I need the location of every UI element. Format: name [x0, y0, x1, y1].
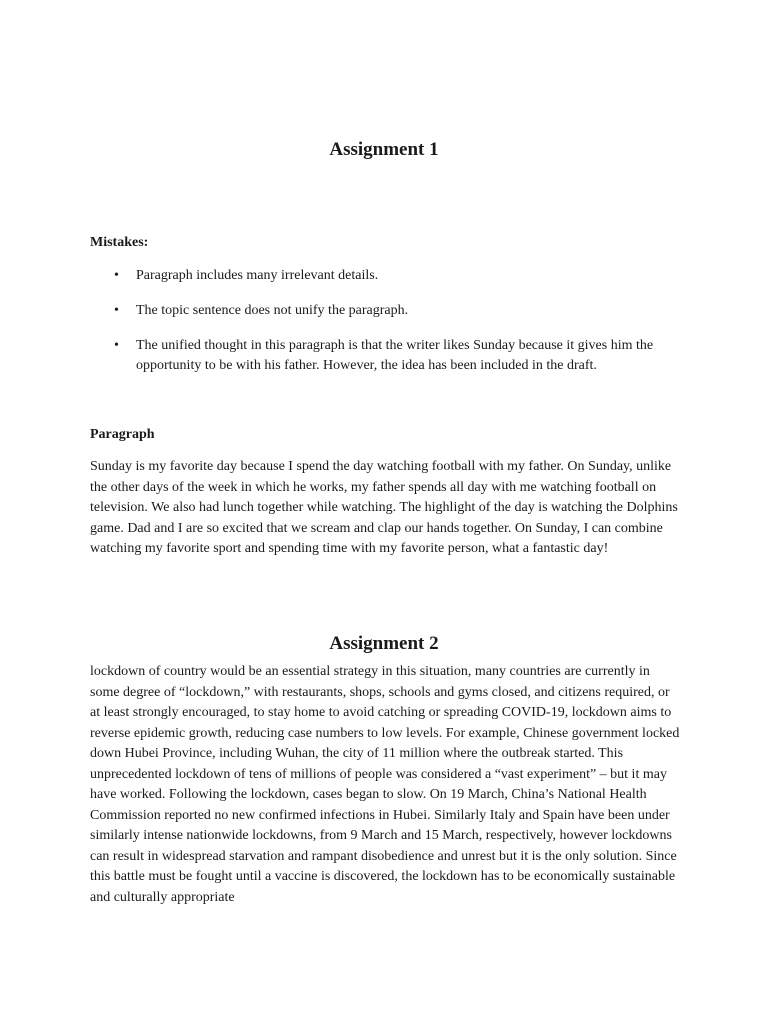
mistake-text: The unified thought in this paragraph is that the writer likes Sunday because it gives him the opportunity to be with his father. However, the idea has been included in the draft.: [136, 338, 654, 373]
assignment-1-title: Assignment 1: [329, 139, 439, 160]
bullet-icon: •: [114, 303, 119, 318]
list-item: [90, 301, 680, 321]
paragraph-label: Paragraph: [90, 427, 155, 442]
list-item: [90, 266, 680, 286]
assignment-2-title: Assignment 2: [329, 633, 439, 654]
mistake-text: Paragraph includes many irrelevant details.: [136, 268, 379, 283]
mistakes-list: [90, 266, 680, 391]
assignment-2-body: lockdown of country would be an essential strategy in this situation, many countries are currently in some degree of “lockdown,” with restaurants, shops, schools and gyms closed, and citizens required, or at least strongly encouraged, to stay home to avoid catching or spreading COVID-19, lockdown aims to reverse epidemic growth, reducing case numbers to low levels. For example, Chinese government locked down Hubei Province, including Wuhan, the city of 11 million where the outbreak started. This unprecedented lockdown of tens of millions of people was considered a “vast experiment” – but it may have worked. Following the lockdown, cases began to slow. On 19 March, China’s National Health Commission reported no new confirmed infections in Hubei. Similarly Italy and Spain have been under similarly intense nationwide lockdowns, from 9 March and 15 March, respectively, however lockdowns can result in widespread starvation and rampant disobedience and unrest but it is the only solution. Since this battle must be fought until a vaccine is discovered, the lockdown has to be economically sustainable and culturally appropriate: [90, 664, 680, 905]
bullet-icon: •: [114, 338, 119, 353]
mistake-text: The topic sentence does not unify the paragraph.: [136, 303, 409, 318]
bullet-icon: •: [114, 268, 119, 283]
assignment-1-paragraph: Sunday is my favorite day because I spend the day watching football with my father. On Sunday, unlike the other days of the week in which he works, my father spends all day with me watching football on television. We also had lunch together while watching. The highlight of the day is watching the Dolphins game. Dad and I are so excited that we scream and clap our hands together. On Sunday, I can combine watching my favorite sport and spending time with my favorite person, what a fantastic day!: [90, 459, 678, 556]
mistakes-label: Mistakes:: [90, 235, 149, 250]
list-item: [90, 336, 680, 376]
